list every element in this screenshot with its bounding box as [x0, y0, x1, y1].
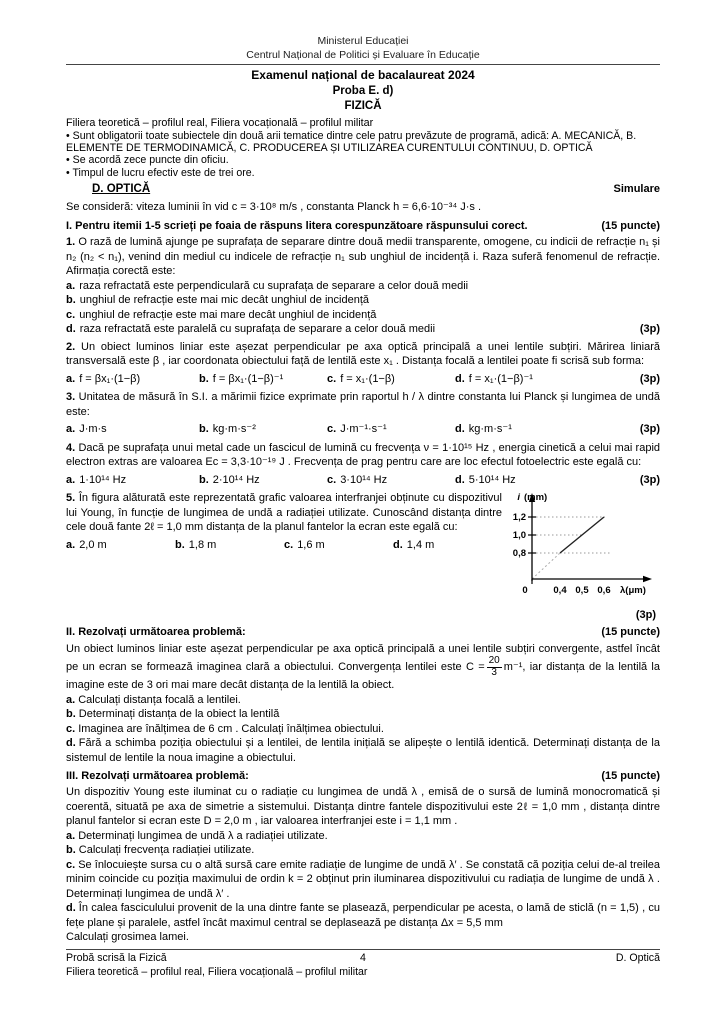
option-label: a.: [66, 372, 76, 385]
option-label: d.: [393, 538, 403, 551]
question-2-options: [66, 372, 660, 387]
header-divider: [66, 64, 660, 65]
question-1-number: 1.: [66, 236, 76, 249]
option-text: 1,4 m: [406, 538, 435, 551]
item-label: b.: [66, 708, 76, 721]
fraction-numerator: 20: [488, 655, 500, 667]
y-tick-1-0: 1,0: [512, 530, 526, 542]
simulare-label: Simulare: [613, 182, 660, 195]
interference-graph-figure: [508, 489, 660, 622]
option-label: d.: [455, 473, 465, 486]
question-5-options: [66, 538, 502, 553]
part1-points: (15 puncte): [601, 219, 660, 232]
part3-item-a: [66, 829, 660, 844]
option-text: 3·10¹⁴ Hz: [340, 473, 388, 486]
part3-intro: Un dispozitiv Young este iluminat cu o radiație cu lungimea de undă λ , emisă de o sursă de lumină monocromatică și coerentă, situată pe axa de simetrie a sistemului. Distanța dintre fantele dispozitivului este 2ℓ = 1,0 mm , distanța dintre planul fantelor si ecran este D = 2,0 m , iar valoarea interfranjei este i = 1,1 mm .: [66, 786, 660, 828]
option-text: 1·10¹⁴ Hz: [79, 473, 127, 486]
part3-item-c: [66, 858, 660, 902]
option-label: a.: [66, 538, 76, 551]
part3-heading: III. Rezolvați următoarea problemă:: [66, 769, 249, 782]
option-label: b.: [66, 294, 76, 307]
option-text: 1,6 m: [297, 538, 325, 551]
part2-item-c: [66, 722, 660, 737]
exam-title: Examenul național de bacalaureat 2024: [251, 68, 475, 83]
instruction-item: • Se acordă zece puncte din oficiu.: [66, 154, 660, 166]
option-text: 2·10¹⁴ Hz: [212, 473, 260, 486]
item-text: Determinați distanța de la obiect la lentilă: [78, 708, 280, 721]
option-text: J·m·s: [79, 423, 107, 436]
question-4-option-c: [327, 473, 455, 488]
option-label: a.: [66, 473, 76, 486]
option-text: raza refractată este perpendiculară cu suprafața de separare a celor două medii: [79, 279, 469, 292]
x-axis-label: λ(μm): [620, 585, 646, 597]
option-label: c.: [327, 372, 337, 385]
option-text: f = βx₁·(1−β): [79, 372, 141, 385]
question-2-option-b: [199, 372, 327, 387]
x-tick-0-5: 0,5: [575, 585, 589, 597]
question-5-option-a: [66, 538, 175, 553]
item-label: c.: [66, 858, 76, 871]
option-text: 1,8 m: [188, 538, 217, 551]
option-text: f = x₁·(1−β)⁻¹: [468, 372, 533, 385]
footer-divider: [66, 949, 660, 950]
x-tick-0-4: 0,4: [553, 585, 567, 597]
center-name-line: Centrul Național de Politici și Evaluare în Educație: [246, 49, 480, 62]
x-tick-origin: 0: [522, 585, 528, 597]
question-5-text: În figura alăturată este reprezentată grafic valoarea interfranjei obținute cu dispozitivul lui Young, în funcție de lungimea de undă a radiației utilizate. Cunoscând distanța dintre cele două fante 2ℓ = 1,0 mm distanța de la planul fantelor la ecran este egală cu:: [66, 492, 502, 534]
option-label: d.: [455, 372, 465, 385]
question-4-options: [66, 473, 660, 488]
section-label: D. OPTICĂ: [92, 182, 151, 195]
fraction-unit: m⁻¹: [503, 661, 523, 674]
question-5-option-d: [393, 538, 502, 553]
item-label: d.: [66, 902, 76, 915]
option-text: unghiul de refracție este mai mare decât unghiul de incidență: [79, 308, 377, 321]
question-5-option-c: [284, 538, 393, 553]
question-1-option-b: [66, 293, 660, 308]
question-3-number: 3.: [66, 391, 76, 404]
line-chart: [508, 489, 660, 601]
question-2-option-c: [327, 372, 455, 387]
option-label: d.: [455, 423, 465, 436]
part2-intro: [66, 642, 660, 693]
option-text: 2,0 m: [79, 538, 107, 551]
option-text: unghiul de refracție este mai mic decât unghiul de incidență: [79, 294, 370, 307]
part1-heading: I. Pentru itemii 1-5 scrieți pe foaia de răspuns litera corespunzătoare răspunsului corect.: [66, 219, 528, 232]
fraction-20-3: [487, 656, 502, 678]
option-text: f = βx₁·(1−β)⁻¹: [212, 372, 284, 385]
option-label: c.: [66, 308, 76, 321]
part2-item-d: [66, 736, 660, 765]
part3-item-d: [66, 901, 660, 930]
question-4-number: 4.: [66, 441, 76, 454]
part2-intro-text-b: , iar distanța de la lentilă la imagine este de 3 ori mai mare decât distanța de la lentilă la obiect.: [66, 661, 660, 692]
instruction-item: • Sunt obligatorii toate subiectele din două arii tematice dintre cele patru prevăzute de programă, adică: A. MECANICĂ, B. ELEMENTE DE TERMODINAMICĂ, C. PRODUCEREA ȘI UTILIZAREA CURENTULUI CONTINUU, D. OPTICĂ: [66, 130, 660, 155]
footer-left: Probă scrisă la Fizică: [66, 951, 167, 964]
item-label: d.: [66, 737, 76, 750]
filiera-line: Filiera teoretică – profilul real, Filiera vocațională – profilul militar: [66, 116, 374, 129]
part2-heading-row: [66, 625, 660, 640]
section-header-row: [66, 182, 660, 197]
question-2: [66, 340, 660, 387]
option-text: kg·m·s⁻¹: [468, 423, 512, 436]
y-tick-1-2: 1,2: [512, 512, 526, 524]
item-label: a.: [66, 693, 76, 706]
question-3-option-d: [455, 422, 640, 437]
question-1-text: O rază de lumină ajunge pe suprafața de separare dintre două medii transparente, omogene, cu indicii de refracție n₁ și n₂ (n₂ < n₁), venind din mediul cu indicele de refracție n₁ sub unghiul de incidență i. Raza suferă fenomenul de refracție. Afirmația corectă este:: [66, 236, 660, 278]
question-1-points: (3p): [639, 323, 660, 336]
question-1-option-a: [66, 279, 660, 294]
option-label: d.: [66, 323, 76, 336]
item-label: c.: [66, 722, 76, 735]
question-3-option-b: [199, 422, 327, 437]
part3-item-d-line2: Calculați grosimea lamei.: [66, 931, 189, 944]
option-label: c.: [327, 423, 337, 436]
option-label: c.: [327, 473, 337, 486]
instructions-list: [66, 130, 660, 179]
question-4-option-d: [455, 473, 640, 488]
option-label: b.: [199, 473, 209, 486]
convergence-equation: C =: [465, 661, 485, 674]
question-2-points: (3p): [639, 372, 660, 385]
option-label: b.: [199, 423, 209, 436]
question-3-option-c: [327, 422, 455, 437]
part1-heading-row: [66, 219, 660, 234]
item-text: Calculați frecvența radiației utilizate.: [78, 844, 255, 857]
footer-line2: Filiera teoretică – profilul real, Filiera vocațională – profilul militar: [66, 965, 368, 978]
item-label: b.: [66, 844, 76, 857]
question-4: [66, 441, 660, 488]
fraction-denominator: 3: [491, 666, 497, 678]
item-label: a.: [66, 829, 76, 842]
question-5-option-b: [175, 538, 284, 553]
constants-line: Se consideră: viteza luminii în vid c = 3·10⁸ m/s , constanta Planck h = 6,6·10⁻³⁴ J·s .: [66, 201, 482, 214]
option-label: b.: [175, 538, 185, 551]
part2-intro-text: Un obiect luminos liniar este așezat perpendicular pe axa optică principală a unei lentile subțiri convergente, astfel încât pe un ecran se formează imaginea clară a obiectului. Convergența lentilei este: [66, 642, 660, 674]
question-3-points: (3p): [639, 423, 660, 436]
question-2-number: 2.: [66, 340, 76, 353]
page-number: 4: [360, 951, 366, 964]
question-1-option-c: [66, 308, 660, 323]
option-text: J·m⁻¹·s⁻¹: [340, 423, 387, 436]
option-label: a.: [66, 423, 76, 436]
part2-heading: II. Rezolvați următoarea problemă:: [66, 626, 246, 639]
y-tick-0-8: 0,8: [512, 548, 526, 560]
question-5-points: (3p): [635, 608, 656, 621]
footer-row: [66, 952, 660, 966]
option-label: a.: [66, 279, 76, 292]
option-text: f = x₁·(1−β): [340, 372, 395, 385]
item-text: Calculați distanța focală a lentilei.: [78, 693, 241, 706]
question-4-points: (3p): [639, 473, 660, 486]
question-1-option-d: [66, 322, 660, 337]
question-2-option-d: [455, 372, 640, 387]
question-2-option-a: [66, 372, 199, 387]
question-3: [66, 390, 660, 437]
item-text: Determinați lungimea de undă λ a radiației utilizate.: [78, 829, 328, 842]
question-5-number: 5.: [66, 492, 76, 505]
option-label: b.: [199, 372, 209, 385]
option-text: kg·m·s⁻²: [212, 423, 256, 436]
question-1: [66, 235, 660, 337]
question-3-text: Unitatea de măsură în S.I. a mărimii fizice exprimate prin raportul h / λ dintre constanta lui Planck și lungimea de undă este:: [66, 391, 660, 418]
subject-line: FIZICĂ: [344, 100, 382, 113]
question-4-option-b: [199, 473, 327, 488]
part2-item-b: [66, 707, 660, 722]
option-label: c.: [284, 538, 294, 551]
item-text: Imaginea are înălțimea de 6 cm . Calculați înălțimea obiectului.: [78, 722, 384, 735]
option-text: 5·10¹⁴ Hz: [468, 473, 516, 486]
question-3-option-a: [66, 422, 199, 437]
part3-item-b: [66, 843, 660, 858]
instruction-item: • Timpul de lucru efectiv este de trei ore.: [66, 167, 660, 179]
question-4-option-a: [66, 473, 199, 488]
x-tick-0-6: 0,6: [597, 585, 611, 597]
item-text: Se înlocuiește sursa cu o altă sursă care emite radiație de lungime de undă λ′ . Se constată că poziția celui de-al treilea minim coincide cu poziția maximului de ordin k = 2 obținut prin iluminarea dispozitivului cu radiația de lungime de undă λ . Determinați lungimea de undă λ′ .: [66, 858, 660, 900]
option-text: raza refractată este paralelă cu suprafața de separare a celor două medii: [79, 323, 436, 336]
part3-heading-row: [66, 769, 660, 784]
proba-line: Proba E. d): [332, 85, 394, 98]
footer-right: D. Optică: [615, 951, 660, 964]
ministry-line: Ministerul Educației: [317, 35, 409, 47]
part2-item-a: [66, 693, 660, 708]
question-2-text: Un obiect luminos liniar este așezat perpendicular pe axa optică principală a unei lentile subțiri. Mărirea liniară transversală este β , iar coordonata obiectului față de lentilă este x₁ . Distanța focală a lentilei poate fi scrisă sub forma:: [66, 340, 660, 368]
item-text: Fără a schimba poziția obiectului și a lentilei, de lentila inițială se alipește o lentilă identică. Determinați distanța de la sistemul de lentile la noua imagine a obiectului.: [66, 737, 660, 764]
question-5: [66, 491, 660, 622]
part2-points: (15 puncte): [601, 626, 660, 639]
part3-points: (15 puncte): [601, 769, 660, 782]
item-text: În calea fasciculului provenit de la una dintre fante se plasează, perpendicular pe acesta, o lamă de sticlă (n = 1,5) , cu fețe plane și paralele, astfel încât maximul central se deplasează pe distanța Δx = 5,5 mm: [66, 902, 660, 929]
y-axis-variable: i: [517, 492, 520, 504]
question-3-options: [66, 422, 660, 437]
y-axis-unit: (mm): [524, 492, 548, 504]
question-4-text: Dacă pe suprafața unui metal cade un fascicul de lumină cu frecvența ν = 1·10¹⁵ Hz , energia cinetică a celui mai rapid electron extras are valoarea Ec = 3,3·10⁻¹⁹ J . Frecvența de prag pentru care are loc efectul fotoelectric este egală cu:: [66, 441, 661, 469]
